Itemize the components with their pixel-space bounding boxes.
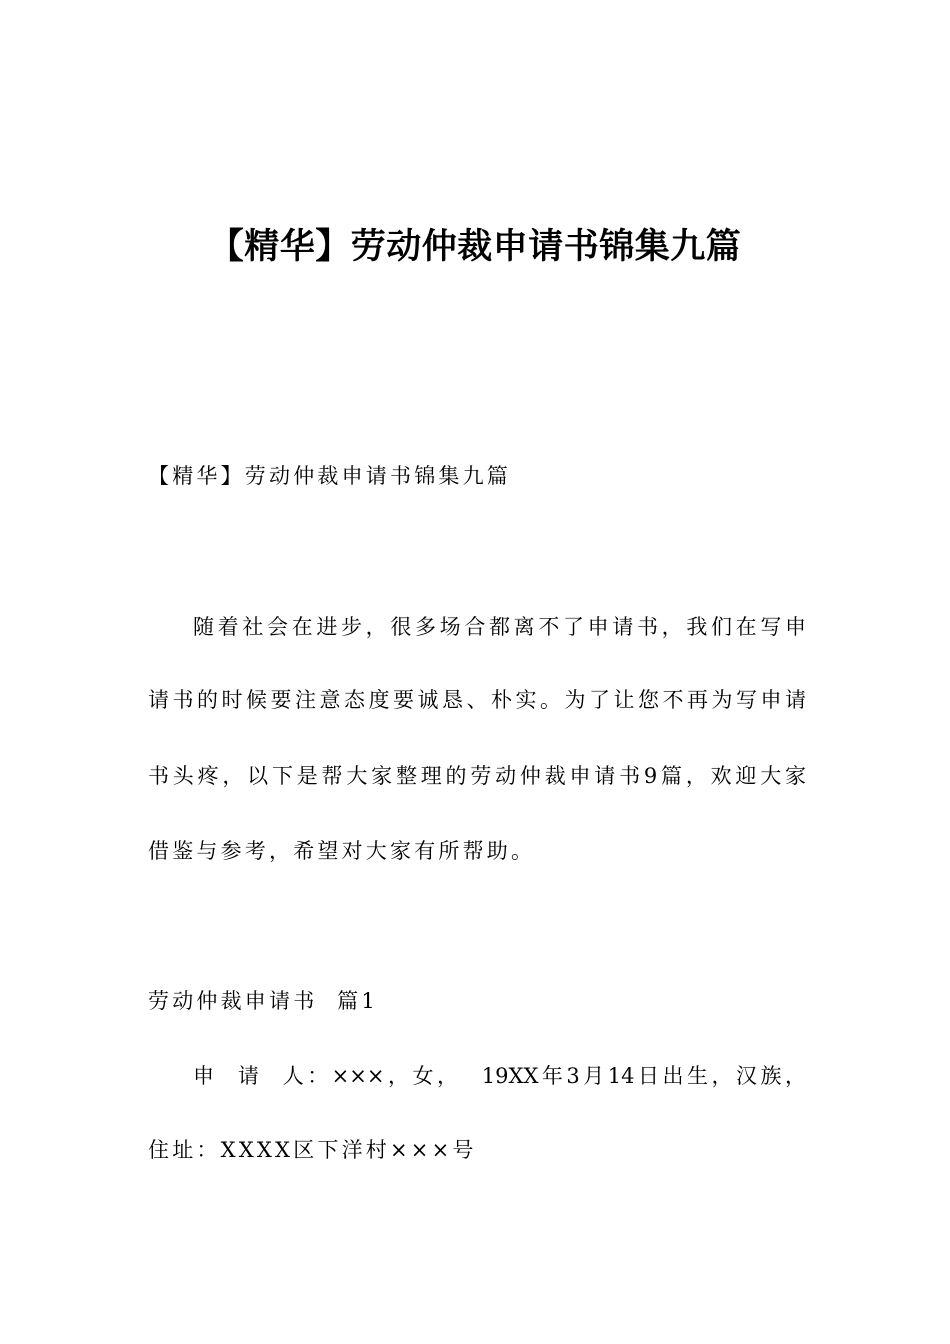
intro-paragraph-line-3: 书头疼，以下是帮大家整理的劳动仲裁申请书9篇，欢迎大家 [148, 764, 806, 788]
intro-paragraph-line-2: 请书的时候要注意态度要诚恳、朴实。为了让您不再为写申请 [148, 688, 806, 712]
page-title: 【精华】劳动仲裁申请书锦集九篇 [208, 227, 742, 267]
document-subtitle: 【精华】劳动仲裁申请书锦集九篇 [148, 464, 511, 488]
section-heading: 劳动仲裁申请书 篇1 [148, 989, 378, 1013]
intro-paragraph-line-4: 借鉴与参考，希望对大家有所帮助。 [148, 839, 536, 863]
applicant-line-2: 住址：XXXX区下洋村×××号 [148, 1138, 477, 1162]
intro-paragraph-line-1: 随着社会在进步，很多场合都离不了申请书，我们在写申 [193, 615, 806, 639]
applicant-line-1: 申 请 人：×××，女， 19XX年3月14日出生，汉族， [193, 1064, 806, 1088]
